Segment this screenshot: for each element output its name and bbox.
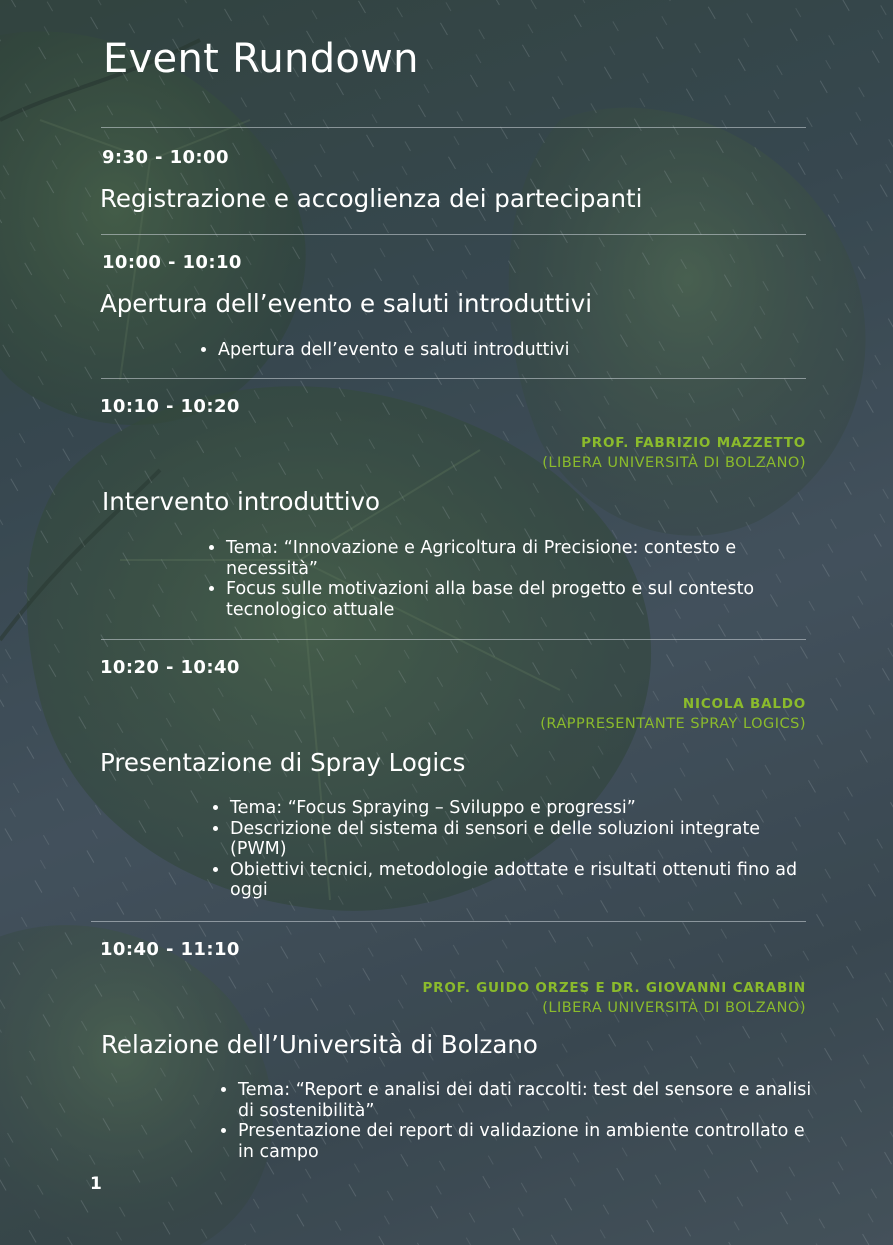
bullet-item: • Focus sulle motivazioni alla base del progetto e sul contesto tecnologico attuale [226, 579, 816, 620]
divider [101, 639, 806, 640]
session-5-time: 10:40 - 11:10 [100, 939, 240, 960]
session-3-speaker [542, 433, 806, 473]
session-3-time: 10:10 - 10:20 [100, 396, 240, 417]
session-1-time: 9:30 - 10:00 [102, 147, 229, 168]
speaker-affiliation: (LIBERA UNIVERSITÀ DI BOLZANO) [542, 1000, 806, 1016]
speaker-name: NICOLA BALDO [682, 696, 806, 712]
session-5-title: Relazione dell’Università di Bolzano [101, 1030, 538, 1059]
speaker-name: PROF. FABRIZIO MAZZETTO [581, 435, 806, 451]
divider [101, 378, 806, 379]
session-3-title: Intervento introduttivo [102, 487, 381, 516]
bullet-item: • Tema: “Focus Spraying – Sviluppo e progressi” [230, 798, 815, 819]
session-3-bullets [206, 538, 816, 620]
bullet-item: • Tema: “Innovazione e Agricoltura di Precisione: contesto e necessità” [226, 538, 816, 579]
session-5-speaker [422, 978, 806, 1018]
session-2-bullets [198, 340, 778, 361]
speaker-name: PROF. GUIDO ORZES E DR. GIOVANNI CARABIN [422, 980, 806, 996]
speaker-affiliation: (RAPPRESENTANTE SPRAY LOGICS) [540, 716, 806, 732]
session-5-bullets [218, 1080, 823, 1162]
bullet-item: • Tema: “Report e analisi dei dati raccolti: test del sensore e analisi di sostenibilità” [238, 1080, 823, 1121]
session-4-bullets [210, 798, 815, 901]
page-number: 1 [90, 1174, 102, 1194]
divider [101, 127, 806, 128]
session-1-title: Registrazione e accoglienza dei partecipanti [100, 184, 643, 213]
session-4-time: 10:20 - 10:40 [100, 657, 240, 678]
bullet-item: • Apertura dell’evento e saluti introduttivi [218, 340, 778, 361]
page-title: Event Rundown [103, 36, 419, 82]
divider [101, 234, 806, 235]
session-2-time: 10:00 - 10:10 [102, 252, 242, 273]
bullet-item: • Presentazione dei report di validazione in ambiente controllato e in campo [238, 1121, 823, 1162]
speaker-affiliation: (LIBERA UNIVERSITÀ DI BOLZANO) [542, 455, 806, 471]
session-2-title: Apertura dell’evento e saluti introduttivi [100, 289, 593, 318]
bullet-item: • Obiettivi tecnici, metodologie adottate e risultati ottenuti fino ad oggi [230, 860, 815, 901]
bullet-item: • Descrizione del sistema di sensori e delle soluzioni integrate (PWM) [230, 819, 815, 860]
divider [91, 921, 806, 922]
session-4-speaker [540, 694, 806, 734]
session-4-title: Presentazione di Spray Logics [100, 748, 466, 777]
